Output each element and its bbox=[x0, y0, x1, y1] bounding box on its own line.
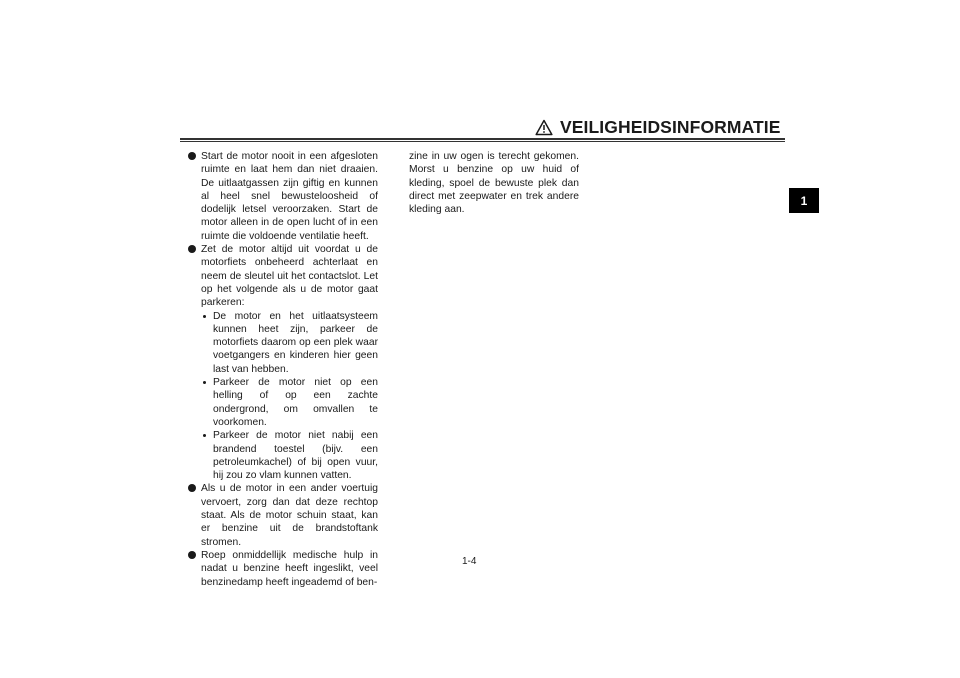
sub-bullet-text: De motor en het uitlaatsysteem kunnen heet zijn, parkeer de motorfiets daarom op een plek waar voetgangers en kinderen hier geen last van hebben. bbox=[213, 310, 378, 375]
header-rule-thick bbox=[180, 138, 785, 140]
bullet-item bbox=[188, 549, 378, 589]
left-column bbox=[188, 150, 378, 589]
bullet-item bbox=[188, 482, 378, 548]
continuation-text: zine in uw ogen is terecht gekomen. Morst u benzine op uw huid of kleding, spoel de bewuste plek dan direct met zeepwater en trek andere kleding aan. bbox=[409, 151, 579, 216]
sub-bullet-text: Parkeer de motor niet nabij een brandend toestel (bijv. een petroleumkachel) of bij open vuur, hij zou zo vlam kunnen vatten. bbox=[213, 430, 378, 482]
header-rule-thin bbox=[180, 141, 785, 142]
bullet-item bbox=[188, 243, 378, 309]
bullet-text: Roep onmiddellijk medische hulp in nadat u benzine heeft ingeslikt, veel benzinedamp heeft ingeademd of ben- bbox=[201, 549, 378, 588]
bullet-text: Start de motor nooit in een afgesloten ruimte en laat hem dan niet draaien. De uitlaatgassen zijn giftig en kunnen al heel snel bewusteloosheid of dodelijk letsel veroorzaken. Start de motor alleen in de open lucht of in een ruimte die voldoende ventilatie heeft. bbox=[201, 151, 378, 242]
bullet-dot-icon bbox=[188, 152, 196, 160]
bullet-dot-icon bbox=[188, 484, 196, 492]
bullet-text: Zet de motor altijd uit voordat u de motorfiets onbeheerd achterlaat en neem de sleutel uit het contactslot. Let op het volgende als u de motor gaat parkeren: bbox=[201, 244, 378, 309]
bullet-dot-icon bbox=[188, 551, 196, 559]
sub-bullet-item bbox=[188, 376, 378, 429]
sub-bullet-dot-icon bbox=[203, 434, 206, 437]
page-header bbox=[535, 117, 781, 138]
page-title: VEILIGHEIDSINFORMATIE bbox=[560, 117, 781, 137]
bullet-item bbox=[188, 150, 378, 243]
sub-bullet-dot-icon bbox=[203, 315, 206, 318]
sub-bullet-dot-icon bbox=[203, 381, 206, 384]
bullet-text: Als u de motor in een ander voertuig vervoert, zorg dan dat deze rechtop staat. Als de motor schuin staat, kan er benzine uit de brandstoftank stromen. bbox=[201, 483, 378, 548]
warning-triangle-icon bbox=[535, 119, 553, 136]
bullet-dot-icon bbox=[188, 245, 196, 253]
chapter-tab: 1 bbox=[789, 188, 819, 213]
sub-bullet-item bbox=[188, 429, 378, 482]
sub-bullet-text: Parkeer de motor niet op een helling of op een zachte ondergrond, om omvallen te voorkomen. bbox=[213, 377, 378, 428]
right-column bbox=[409, 150, 579, 216]
page-number: 1-4 bbox=[462, 556, 477, 567]
sub-bullet-item bbox=[188, 310, 378, 376]
